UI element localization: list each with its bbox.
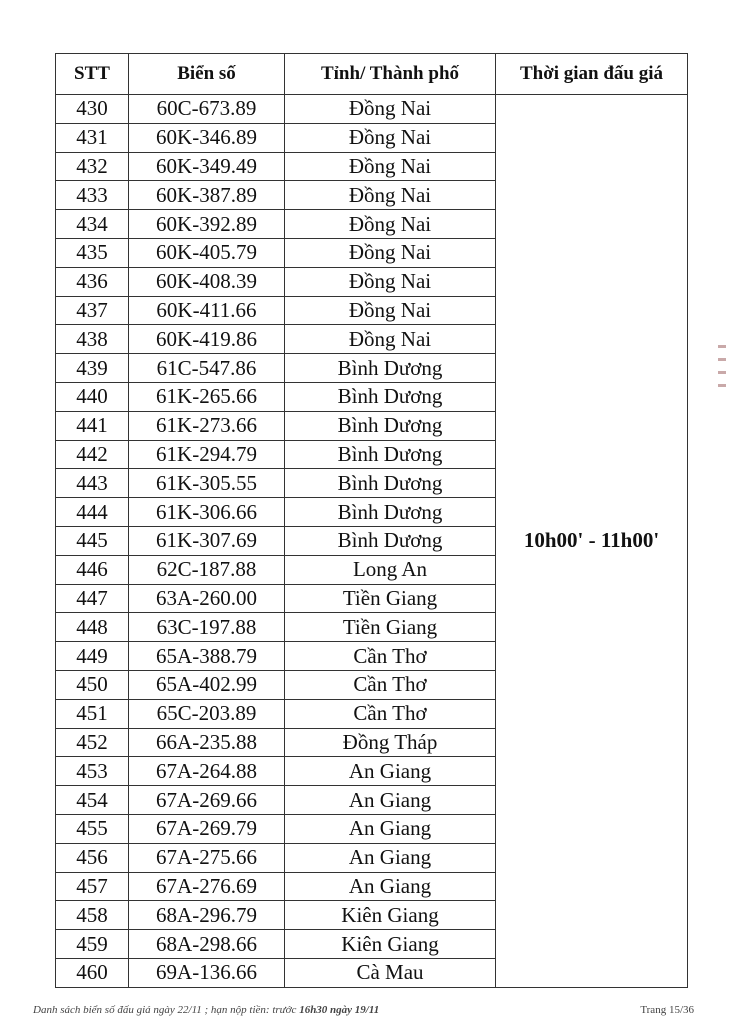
cell-stt: 459	[56, 930, 129, 959]
cell-province: Đồng Nai	[285, 152, 496, 181]
cell-province: Đồng Nai	[285, 181, 496, 210]
cell-province: Đồng Nai	[285, 95, 496, 124]
cell-province: Long An	[285, 555, 496, 584]
cell-province: Tiền Giang	[285, 584, 496, 613]
cell-province: Bình Dương	[285, 411, 496, 440]
cell-time-slot: 10h00' - 11h00'	[496, 95, 688, 988]
cell-plate: 69A-136.66	[129, 958, 285, 987]
cell-province: Kiên Giang	[285, 901, 496, 930]
cell-plate: 60K-419.86	[129, 325, 285, 354]
cell-stt: 434	[56, 210, 129, 239]
cell-province: Đồng Nai	[285, 238, 496, 267]
cell-province: Cần Thơ	[285, 642, 496, 671]
cell-stt: 451	[56, 699, 129, 728]
cell-stt: 438	[56, 325, 129, 354]
cell-plate: 67A-275.66	[129, 843, 285, 872]
cell-stt: 445	[56, 526, 129, 555]
cell-plate: 63A-260.00	[129, 584, 285, 613]
cell-stt: 453	[56, 757, 129, 786]
footer-deadline: 16h30 ngày 19/11	[299, 1004, 380, 1016]
cell-plate: 61K-306.66	[129, 498, 285, 527]
edge-mark	[718, 371, 726, 374]
cell-plate: 60K-387.89	[129, 181, 285, 210]
edge-mark	[718, 384, 726, 387]
cell-province: An Giang	[285, 872, 496, 901]
cell-stt: 443	[56, 469, 129, 498]
cell-province: Bình Dương	[285, 382, 496, 411]
cell-province: Đồng Nai	[285, 296, 496, 325]
footer-note-prefix: Danh sách biển số đấu giá ngày	[33, 1004, 175, 1016]
page-edge-marks	[714, 335, 730, 485]
cell-stt: 442	[56, 440, 129, 469]
cell-stt: 460	[56, 958, 129, 987]
cell-province: Bình Dương	[285, 469, 496, 498]
cell-stt: 450	[56, 670, 129, 699]
cell-stt: 441	[56, 411, 129, 440]
cell-stt: 446	[56, 555, 129, 584]
cell-stt: 435	[56, 238, 129, 267]
cell-province: Kiên Giang	[285, 930, 496, 959]
cell-province: An Giang	[285, 786, 496, 815]
cell-plate: 67A-276.69	[129, 872, 285, 901]
cell-plate: 68A-298.66	[129, 930, 285, 959]
cell-plate: 68A-296.79	[129, 901, 285, 930]
cell-stt: 432	[56, 152, 129, 181]
header-province: Tỉnh/ Thành phố	[285, 54, 496, 95]
cell-plate: 60K-405.79	[129, 238, 285, 267]
cell-plate: 66A-235.88	[129, 728, 285, 757]
cell-plate: 65A-402.99	[129, 670, 285, 699]
cell-province: Đồng Nai	[285, 210, 496, 239]
cell-plate: 60K-408.39	[129, 267, 285, 296]
header-time: Thời gian đấu giá	[496, 54, 688, 95]
table-row	[56, 95, 688, 124]
cell-plate: 62C-187.88	[129, 555, 285, 584]
cell-stt: 448	[56, 613, 129, 642]
cell-plate: 60K-346.89	[129, 123, 285, 152]
cell-stt: 430	[56, 95, 129, 124]
cell-stt: 444	[56, 498, 129, 527]
cell-stt: 452	[56, 728, 129, 757]
cell-plate: 60C-673.89	[129, 95, 285, 124]
cell-plate: 67A-269.79	[129, 814, 285, 843]
cell-plate: 61C-547.86	[129, 354, 285, 383]
cell-province: An Giang	[285, 814, 496, 843]
cell-plate: 67A-269.66	[129, 786, 285, 815]
footer-auction-date: 22/11	[177, 1004, 202, 1016]
cell-province: Bình Dương	[285, 440, 496, 469]
cell-plate: 60K-349.49	[129, 152, 285, 181]
cell-province: Đồng Nai	[285, 123, 496, 152]
cell-province: An Giang	[285, 843, 496, 872]
cell-province: Đồng Nai	[285, 325, 496, 354]
cell-plate: 61K-305.55	[129, 469, 285, 498]
cell-province: Bình Dương	[285, 498, 496, 527]
edge-mark	[718, 358, 726, 361]
cell-province: Bình Dương	[285, 354, 496, 383]
cell-plate: 61K-307.69	[129, 526, 285, 555]
cell-stt: 440	[56, 382, 129, 411]
footer-note-middle: ; hạn nộp tiền: trước	[204, 1004, 297, 1016]
cell-plate: 67A-264.88	[129, 757, 285, 786]
cell-province: Đồng Tháp	[285, 728, 496, 757]
cell-plate: 60K-392.89	[129, 210, 285, 239]
cell-province: Cà Mau	[285, 958, 496, 987]
cell-plate: 65C-203.89	[129, 699, 285, 728]
cell-plate: 65A-388.79	[129, 642, 285, 671]
cell-province: Cần Thơ	[285, 670, 496, 699]
cell-plate: 61K-273.66	[129, 411, 285, 440]
cell-plate: 61K-294.79	[129, 440, 285, 469]
header-plate: Biển số	[129, 54, 285, 95]
cell-stt: 439	[56, 354, 129, 383]
cell-plate: 63C-197.88	[129, 613, 285, 642]
table-body	[56, 95, 688, 988]
cell-plate: 60K-411.66	[129, 296, 285, 325]
cell-stt: 456	[56, 843, 129, 872]
cell-stt: 458	[56, 901, 129, 930]
cell-stt: 431	[56, 123, 129, 152]
cell-province: Bình Dương	[285, 526, 496, 555]
cell-stt: 457	[56, 872, 129, 901]
cell-stt: 437	[56, 296, 129, 325]
cell-stt: 436	[56, 267, 129, 296]
page-footer	[33, 1004, 694, 1016]
page-number: Trang 15/36	[640, 1004, 694, 1016]
edge-mark	[718, 345, 726, 348]
cell-province: Đồng Nai	[285, 267, 496, 296]
cell-stt: 454	[56, 786, 129, 815]
cell-stt: 447	[56, 584, 129, 613]
header-row	[56, 54, 688, 95]
cell-plate: 61K-265.66	[129, 382, 285, 411]
cell-province: Tiền Giang	[285, 613, 496, 642]
auction-table	[55, 53, 688, 988]
cell-stt: 449	[56, 642, 129, 671]
cell-province: An Giang	[285, 757, 496, 786]
cell-province: Cần Thơ	[285, 699, 496, 728]
header-stt: STT	[56, 54, 129, 95]
cell-stt: 455	[56, 814, 129, 843]
cell-stt: 433	[56, 181, 129, 210]
